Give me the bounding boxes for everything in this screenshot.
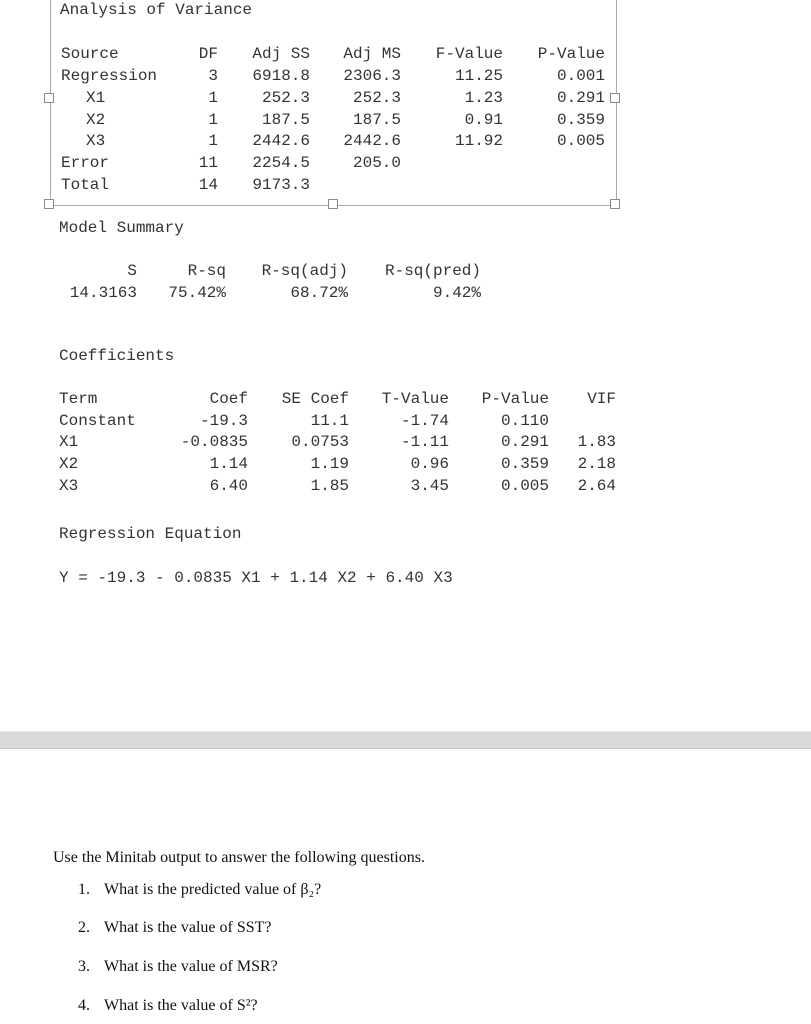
coef-se: 1.85 bbox=[310, 477, 349, 495]
anova-df: 14 bbox=[198, 176, 218, 194]
anova-adjms: 205.0 bbox=[352, 154, 401, 172]
anova-df: 11 bbox=[198, 154, 218, 172]
coef-tvalue: -1.74 bbox=[400, 412, 449, 430]
anova-adjms: 2306.3 bbox=[343, 67, 401, 85]
regression-equation-title: Regression Equation bbox=[59, 525, 242, 543]
anova-adjss: 2254.5 bbox=[252, 154, 310, 172]
model-summary-value-rsq-adj: 68.72% bbox=[290, 284, 348, 302]
model-summary-header-rsq: R-sq bbox=[187, 262, 226, 280]
anova-header-pvalue: P-Value bbox=[537, 45, 605, 63]
anova-header-adjss: Adj SS bbox=[252, 45, 310, 63]
anova-source: X2 bbox=[86, 111, 106, 129]
anova-fvalue: 1.23 bbox=[464, 89, 503, 107]
coef-pvalue: 0.005 bbox=[500, 477, 549, 495]
anova-header-source: Source bbox=[61, 45, 119, 63]
coef-vif: 1.83 bbox=[577, 433, 616, 451]
anova-adjss: 9173.3 bbox=[252, 176, 310, 194]
coef-header-tvalue: T-Value bbox=[381, 390, 449, 408]
anova-title: Analysis of Variance bbox=[60, 1, 253, 19]
coef-vif: 2.18 bbox=[577, 455, 616, 473]
anova-pvalue: 0.359 bbox=[556, 111, 605, 129]
coef-header-secoef: SE Coef bbox=[281, 390, 349, 408]
question-text: What is the predicted value of β₂? bbox=[104, 881, 322, 898]
anova-source: X3 bbox=[86, 132, 106, 150]
anova-df: 3 bbox=[208, 67, 218, 85]
resize-handle-bottom-mid[interactable] bbox=[328, 199, 338, 209]
coef-value: -0.0835 bbox=[180, 433, 248, 451]
coef-term: Constant bbox=[59, 412, 136, 430]
model-summary-value-rsq: 75.42% bbox=[168, 284, 226, 302]
coefficients-title: Coefficients bbox=[59, 347, 175, 365]
coef-tvalue: -1.11 bbox=[400, 433, 449, 451]
anova-pvalue: 0.291 bbox=[556, 89, 605, 107]
coef-header-pvalue: P-Value bbox=[481, 390, 549, 408]
questions-intro: Use the Minitab output to answer the following questions. bbox=[53, 849, 425, 866]
resize-handle-right-mid[interactable] bbox=[610, 93, 620, 103]
coef-se: 11.1 bbox=[310, 412, 349, 430]
anova-fvalue: 0.91 bbox=[464, 111, 503, 129]
anova-df: 1 bbox=[208, 89, 218, 107]
coef-value: 1.14 bbox=[209, 455, 248, 473]
anova-adjms: 187.5 bbox=[352, 111, 401, 129]
coef-term: X2 bbox=[59, 455, 79, 473]
model-summary-header-rsq-pred: R-sq(pred) bbox=[384, 262, 481, 280]
coef-pvalue: 0.359 bbox=[500, 455, 549, 473]
coef-value: 6.40 bbox=[209, 477, 248, 495]
question-number: 4. bbox=[78, 997, 90, 1014]
model-summary-header-rsq-adj: R-sq(adj) bbox=[261, 262, 348, 280]
question-text: What is the value of S²? bbox=[104, 997, 258, 1014]
anova-adjss: 187.5 bbox=[261, 111, 310, 129]
resize-handle-bottom-left[interactable] bbox=[44, 199, 54, 209]
anova-adjss: 2442.6 bbox=[252, 132, 310, 150]
anova-source: Total bbox=[61, 176, 110, 194]
question-number: 2. bbox=[78, 919, 90, 936]
coef-tvalue: 3.45 bbox=[410, 477, 449, 495]
model-summary-value-s: 14.3163 bbox=[69, 284, 137, 302]
anova-fvalue: 11.92 bbox=[454, 132, 503, 150]
question-text: What is the value of MSR? bbox=[104, 958, 278, 975]
resize-handle-left-mid[interactable] bbox=[44, 93, 54, 103]
coef-term: X3 bbox=[59, 477, 79, 495]
coef-tvalue: 0.96 bbox=[410, 455, 449, 473]
anova-adjms: 252.3 bbox=[352, 89, 401, 107]
model-summary-title: Model Summary bbox=[59, 219, 184, 237]
anova-pvalue: 0.005 bbox=[556, 132, 605, 150]
question-number: 3. bbox=[78, 958, 90, 975]
regression-equation: Y = -19.3 - 0.0835 X1 + 1.14 X2 + 6.40 X3 bbox=[59, 569, 453, 587]
coef-pvalue: 0.110 bbox=[500, 412, 549, 430]
model-summary-value-rsq-pred: 9.42% bbox=[432, 284, 481, 302]
anova-header-fvalue: F-Value bbox=[435, 45, 503, 63]
model-summary-header-s: S bbox=[127, 262, 137, 280]
anova-adjss: 6918.8 bbox=[252, 67, 310, 85]
coef-se: 0.0753 bbox=[291, 433, 349, 451]
resize-handle-bottom-right[interactable] bbox=[610, 199, 620, 209]
anova-df: 1 bbox=[208, 132, 218, 150]
anova-adjms: 2442.6 bbox=[343, 132, 401, 150]
anova-source: Regression bbox=[61, 67, 158, 85]
section-divider bbox=[0, 731, 811, 749]
anova-df: 1 bbox=[208, 111, 218, 129]
coef-term: X1 bbox=[59, 433, 79, 451]
anova-source: Error bbox=[61, 154, 110, 172]
coef-se: 1.19 bbox=[310, 455, 349, 473]
anova-header-df: DF bbox=[198, 45, 218, 63]
anova-source: X1 bbox=[86, 89, 106, 107]
question-text: What is the value of SST? bbox=[104, 919, 272, 936]
question-number: 1. bbox=[78, 881, 90, 898]
anova-pvalue: 0.001 bbox=[556, 67, 605, 85]
coef-value: -19.3 bbox=[199, 412, 248, 430]
coef-vif: 2.64 bbox=[577, 477, 616, 495]
coef-header-coef: Coef bbox=[209, 390, 248, 408]
anova-adjss: 252.3 bbox=[261, 89, 310, 107]
anova-header-adjms: Adj MS bbox=[343, 45, 401, 63]
coef-pvalue: 0.291 bbox=[500, 433, 549, 451]
coef-header-term: Term bbox=[59, 390, 98, 408]
anova-fvalue: 11.25 bbox=[454, 67, 503, 85]
coef-header-vif: VIF bbox=[587, 390, 616, 408]
